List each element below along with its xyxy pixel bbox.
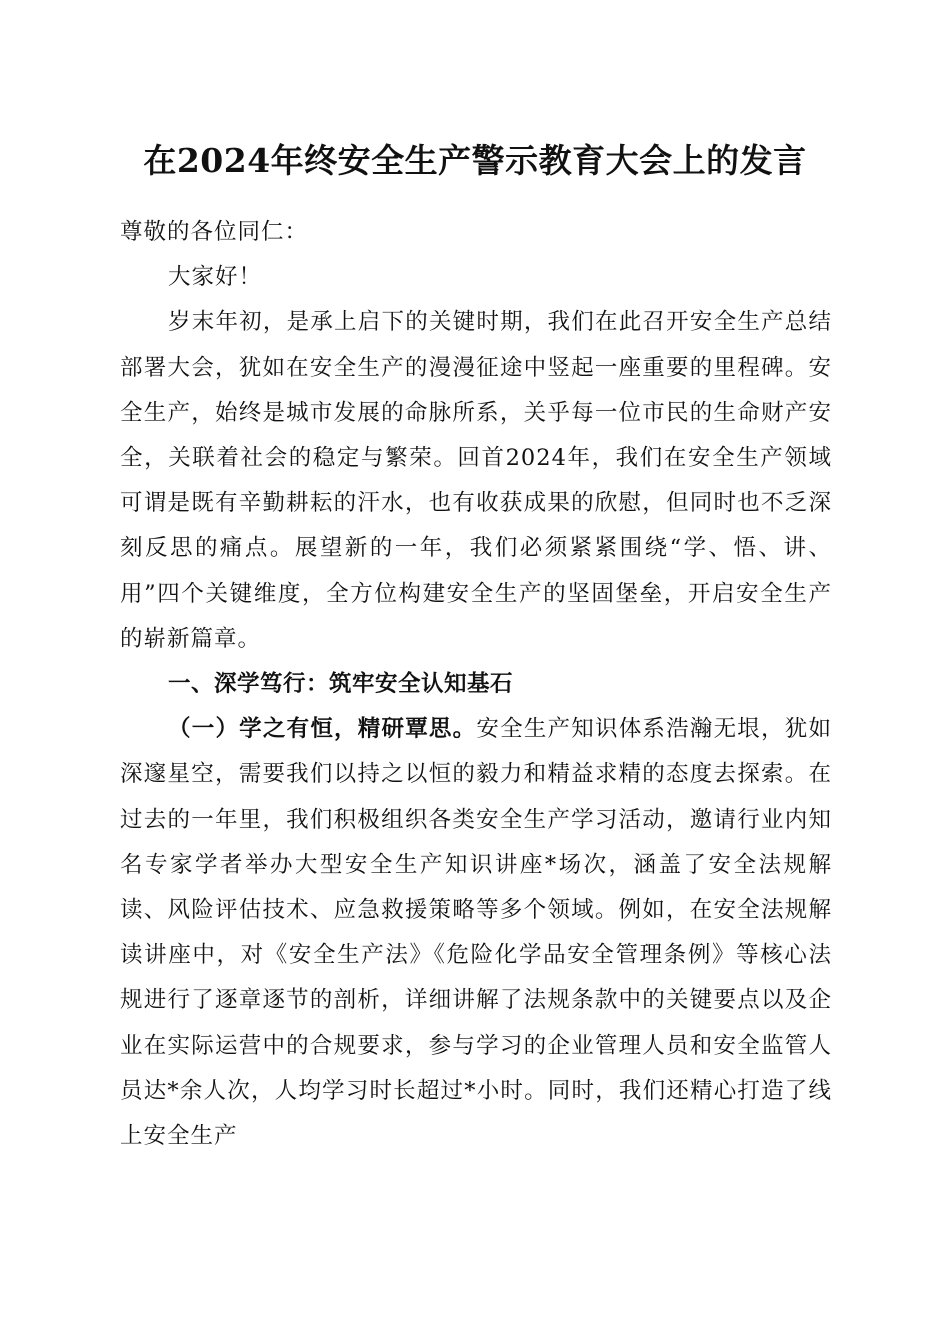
subsection-paragraph [120, 707, 832, 1159]
intro-paragraph: 岁末年初，是承上启下的关键时期，我们在此召开安全生产总结部署大会，犹如在安全生产的漫漫征途中竖起一座重要的里程碑。安全生产，始终是城市发展的命脉所系，关乎每一位市民的生命财产安全，关联着社会的稳定与繁荣。回首2024年，我们在安全生产领域可谓是既有辛勤耕耘的汗水，也有收获成果的欣慰，但同时也不乏深刻反思的痛点。展望新的一年，我们必须紧紧围绕“学、悟、讲、用”四个关键维度，全方位构建安全生产的坚固堡垒，开启安全生产的崭新篇章。 [120, 309, 832, 652]
subsection-title: （一）学之有恒，精研覃思。 [168, 716, 477, 743]
subsection-text: 安全生产知识体系浩瀚无垠，犹如深邃星空，需要我们以持之以恒的毅力和精益求精的态度去探索。在过去的一年里，我们积极组织各类安全生产学习活动，邀请行业内知名专家学者举办大型安全生产知识讲座*场次，涵盖了安全法规解读、风险评估技术、应急救援策略等多个领域。例如，在安全法规解读讲座中，对《安全生产法》《危险化学品安全管理条例》等核心法规进行了逐章逐节的剖析，详细讲解了法规条款中的关键要点以及企业在实际运营中的合规要求，参与学习的企业管理人员和安全监管人员达*余人次，人均学习时长超过*小时。同时，我们还精心打造了线上安全生产 [120, 716, 832, 1150]
section-heading: 一、深学笃行：筑牢安全认知基石 [168, 671, 514, 698]
document-title: 在2024年终安全生产警示教育大会上的发言 [143, 141, 807, 180]
salutation: 尊敬的各位同仁： [120, 219, 309, 245]
document-body [120, 210, 832, 1159]
greeting: 大家好！ [168, 264, 263, 291]
